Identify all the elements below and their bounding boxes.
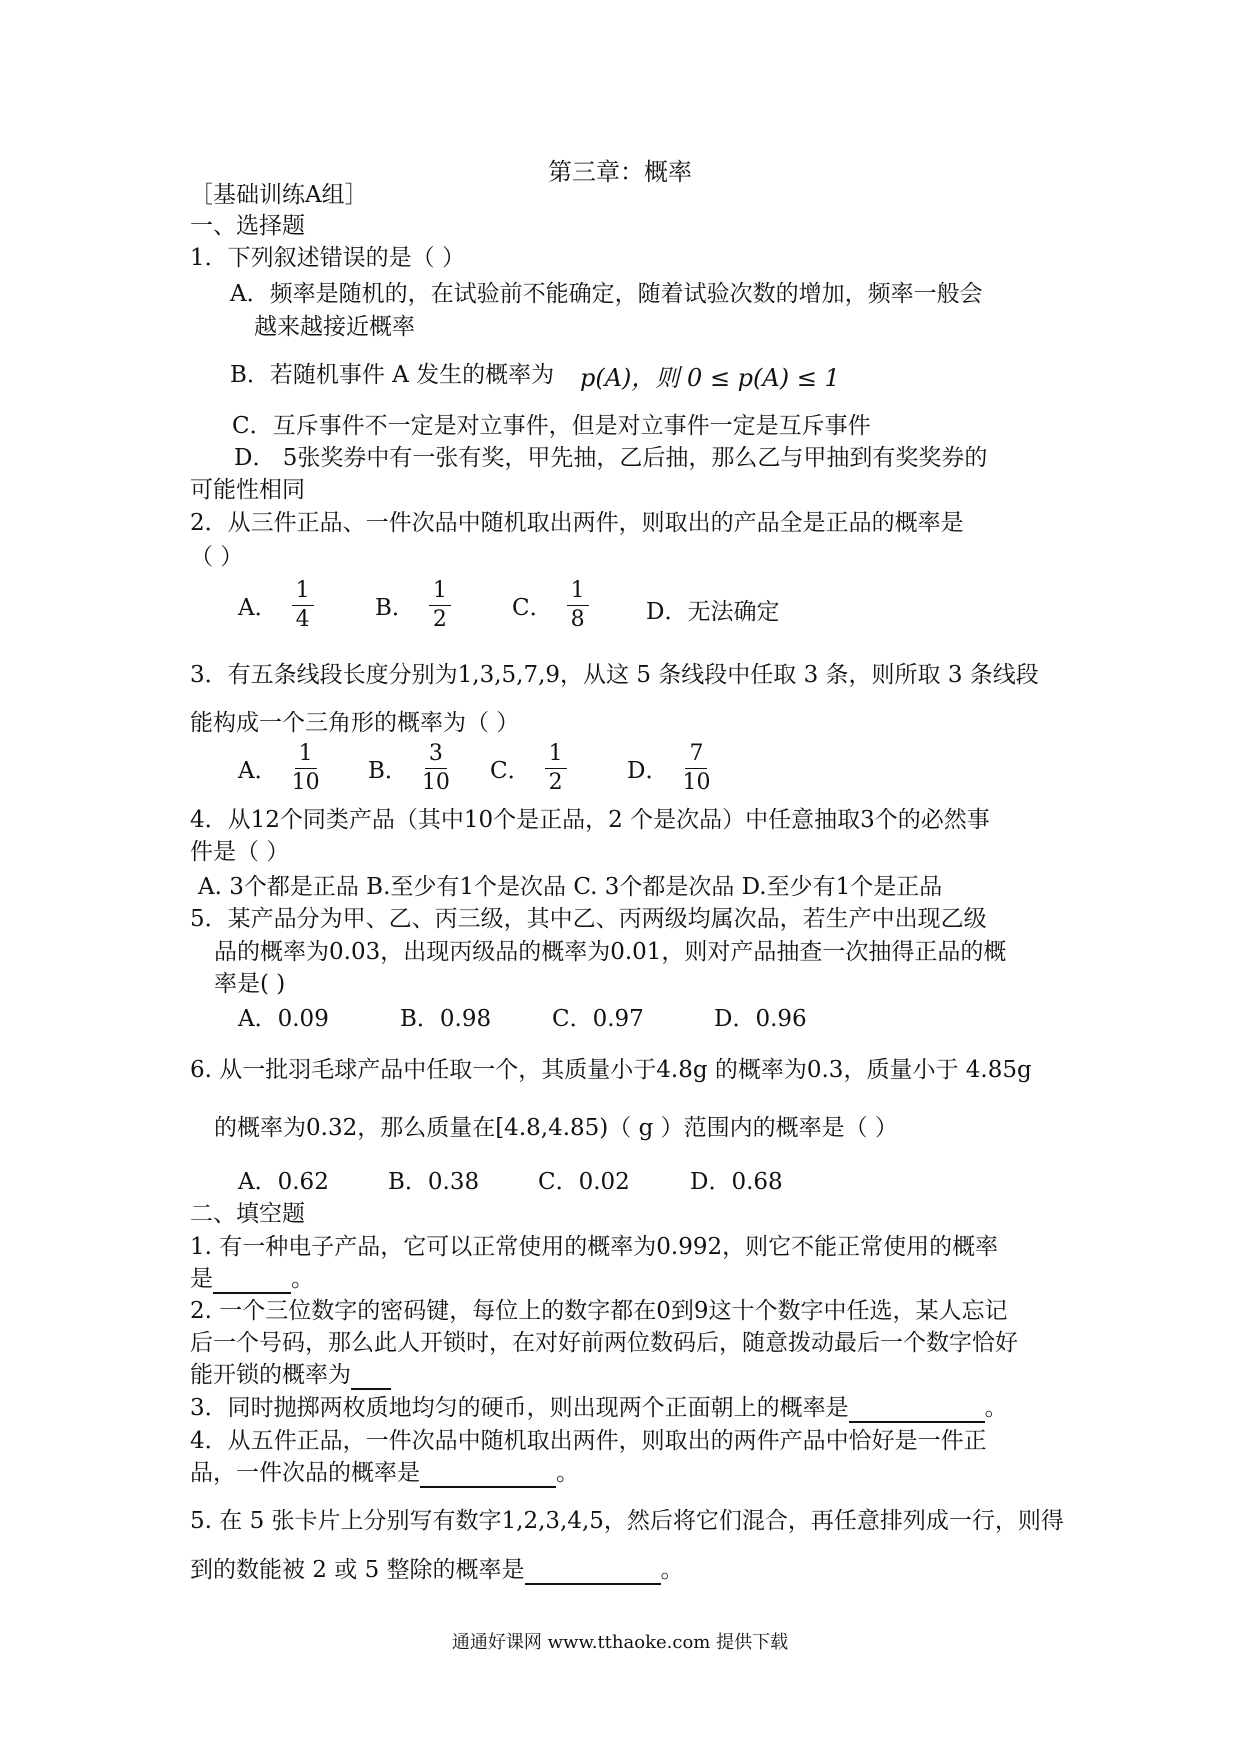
f4-line2 [190,1458,579,1488]
q3-option-d [627,742,710,795]
q6-option-a: A．0.62 [238,1169,329,1195]
q2-option-a-label: A． [238,595,278,621]
q5-option-a: A．0.09 [238,1006,329,1032]
f5-line2 [190,1555,684,1585]
q2-stem: 2．从三件正品、一件次品中随机取出两件，则取出的产品全是正品的概率是 [190,510,964,536]
q1-option-a-line2: 越来越接近概率 [254,314,415,340]
q4-stem-line2: 件是（ ） [190,839,290,865]
q3-option-d-fraction: $\frac{7}{10}$ [682,741,711,795]
q3-option-a [238,742,320,795]
q5-option-c: C．0.97 [552,1006,644,1032]
section-fill-heading: 二、填空题 [190,1201,305,1227]
q1-option-b-text: B．若随机事件 A 发生的概率为 [230,362,555,388]
q3-option-b [368,742,450,795]
q6-stem-line2: 的概率为0.32，那么质量在[4.8,4.85)（ g ）范围内的概率是（ ） [214,1115,898,1141]
q1-option-b-formula: p(A)，则 0 ≤ p(A) ≤ 1 [580,364,840,392]
q2-option-a-fraction: $\frac{1}{4}$ [292,579,314,632]
q3-option-c-fraction: $\frac{1}{2}$ [545,742,567,795]
q5-option-b: B．0.98 [400,1006,492,1032]
chapter-title: 第三章：概率 [548,158,692,186]
q2-options [0,575,1240,645]
q3-option-a-label: A． [238,758,278,784]
q2-option-b-label: B． [375,595,415,621]
f5-line2-text: 到的数能被 2 或 5 整除的概率是 [190,1557,525,1583]
f1-line2-end: 。 [291,1266,314,1292]
f1-line1: 1. 有一种电子产品，它可以正常使用的概率为0.992，则它不能正常使用的概率 [190,1234,999,1260]
f5-answer-blank[interactable] [525,1561,661,1585]
q2-option-c-fraction: $\frac{1}{8}$ [567,579,589,632]
q5-stem-line1: 5．某产品分为甲、乙、丙三级，其中乙、丙两级均属次品，若生产中出现乙级 [190,906,987,932]
q3-option-b-label: B． [368,758,408,784]
q3-option-c [490,742,567,795]
q5-stem-line3: 率是( ) [214,971,286,997]
q1-stem: 1．下列叙述错误的是（ ） [190,245,465,271]
f3-answer-blank[interactable] [849,1399,985,1423]
q2-option-b [375,579,451,632]
f3-line1-end: 。 [984,1395,1008,1421]
f4-answer-blank[interactable] [420,1464,556,1488]
q6-option-c: C．0.02 [538,1169,630,1195]
f2-line1: 2. 一个三位数字的密码键，每位上的数字都在0到9这十个数字中任选，某人忘记 [190,1298,1008,1324]
f2-answer-blank[interactable] [351,1366,391,1390]
q3-option-b-fraction: $\frac{3}{10}$ [421,741,450,795]
q6-stem-line1: 6. 从一批羽毛球产品中任取一个，其质量小于4.8g 的概率为0.3，质量小于 4.85g [190,1057,1032,1083]
q1-option-d-line2: 可能性相同 [190,477,305,503]
q3-option-d-label: D． [627,758,669,784]
q2-option-b-fraction: $\frac{1}{2}$ [429,579,451,632]
q5-stem-line2: 品的概率为0.03，出现丙级品的概率为0.01，则对产品抽查一次抽得正品的概 [214,939,1007,965]
q2-option-a [238,579,314,632]
f5-line1: 5. 在 5 张卡片上分别写有数字1,2,3,4,5，然后将它们混合，再任意排列成一行，则得 [190,1508,1064,1534]
q6-option-b: B．0.38 [388,1169,480,1195]
q2-paren: （ ） [190,544,244,570]
q3-options [0,740,1240,808]
q4-options: A. 3个都是正品 B.至少有1个是次品 C. 3个都是次品 D.至少有1个是正品 [198,874,943,900]
q2-option-d: D．无法确定 [646,599,780,625]
q2-option-c-label: C． [512,595,553,621]
q5-option-d: D．0.96 [714,1006,807,1032]
group-label: ［基础训练A组］ [190,182,368,208]
f4-line2-text: 品，一件次品的概率是 [190,1460,420,1486]
q1-option-d-line1: D． 5张奖券中有一张有奖，甲先抽，乙后抽，那么乙与甲抽到有奖奖券的 [234,445,988,471]
f4-line1: 4．从五件正品，一件次品中随机取出两件，则取出的两件产品中恰好是一件正 [190,1428,987,1454]
q1-option-c: C．互斥事件不一定是对立事件，但是对立事件一定是互斥事件 [232,413,871,439]
q1-option-a-line1: A．频率是随机的，在试验前不能确定，随着试验次数的增加，频率一般会 [230,281,983,307]
f5-line2-end: 。 [660,1557,684,1583]
q3-option-a-fraction: $\frac{1}{10}$ [291,741,320,795]
f1-line2-text: 是 [190,1266,213,1292]
f1-line2 [190,1264,314,1294]
q3-stem-line2: 能构成一个三角形的概率为（ ） [190,710,520,736]
f2-line3-text: 能开锁的概率为 [190,1362,351,1388]
q2-option-c [512,579,589,632]
f1-answer-blank[interactable] [213,1270,291,1294]
q6-option-d: D．0.68 [690,1169,783,1195]
f2-line2: 后一个号码，那么此人开锁时，在对好前两位数码后，随意拨动最后一个数字恰好 [190,1330,1018,1356]
page-footer: 通通好课网 www.tthaoke.com 提供下载 [451,1632,789,1653]
q3-option-c-label: C． [490,758,531,784]
f2-line3 [190,1360,391,1390]
f3-line1 [190,1393,1008,1423]
q3-stem-line1: 3．有五条线段长度分别为1,3,5,7,9，从这 5 条线段中任取 3 条，则所取 3 条线段 [190,662,1039,688]
q4-stem-line1: 4．从12个同类产品（其中10个是正品，2 个是次品）中任意抽取3个的必然事 [190,807,990,833]
f3-line1-text: 3．同时抛掷两枚质地均匀的硬币，则出现两个正面朝上的概率是 [190,1395,849,1421]
section-choice-heading: 一、选择题 [190,213,305,239]
f4-line2-end: 。 [556,1460,579,1486]
